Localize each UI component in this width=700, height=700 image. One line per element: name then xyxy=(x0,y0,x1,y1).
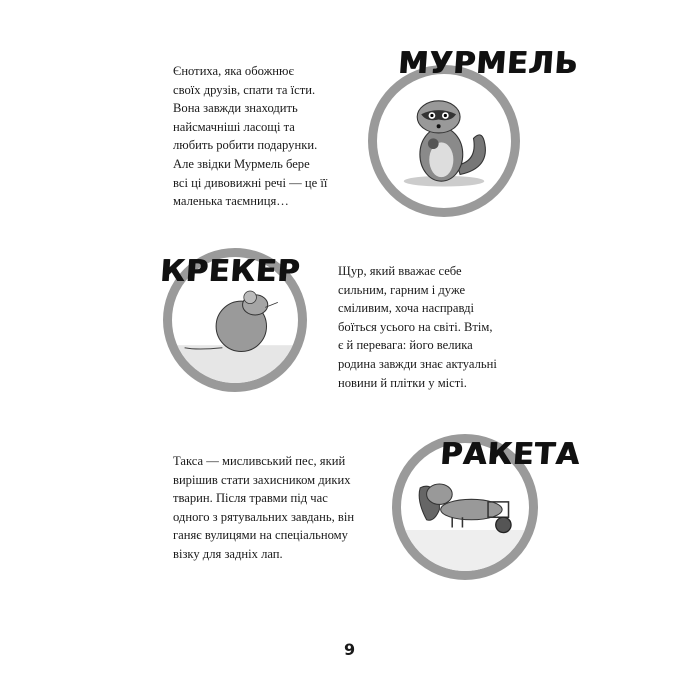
text-line: новини й плітки у місті. xyxy=(338,375,467,390)
raketa-name-title: РАКЕТА xyxy=(438,437,582,472)
text-line: ганяє вулицями на спеціальному xyxy=(173,528,348,543)
text-line: Вона завжди знаходить xyxy=(173,101,298,116)
text-line: любить робити подарунки. xyxy=(173,138,318,153)
murmel-description xyxy=(173,62,327,211)
murmel-name-title: МУРМЕЛЬ xyxy=(396,46,580,81)
text-line: своїх друзів, спати та їсти. xyxy=(173,82,316,97)
text-line: тварин. Після травми під час xyxy=(173,491,328,506)
text-line: сміливим, хоча насправді xyxy=(338,301,474,316)
text-line: всі ці дивовижні речі — це її xyxy=(173,175,328,190)
raketa-description xyxy=(173,452,354,564)
page-number: 9 xyxy=(344,640,356,659)
kreker-name-title: КРЕКЕР xyxy=(158,254,302,289)
text-line: найсмачніші ласощі та xyxy=(173,119,295,134)
text-line: сильним, гарним і дуже xyxy=(338,282,466,297)
raccoon-illustration xyxy=(377,74,511,208)
text-line: Щур, який вважає себе xyxy=(338,264,462,278)
text-line: боїться усього на світі. Втім, xyxy=(338,319,493,334)
text-line: візку для задніх лап. xyxy=(173,546,283,561)
text-line: Але звідки Мурмель бере xyxy=(173,156,310,171)
text-line: є й перевага: його велика xyxy=(338,338,473,353)
text-line: Такса — мисливський пес, який xyxy=(173,454,346,468)
text-line: маленька таємниця… xyxy=(173,194,289,209)
text-line: одного з рятувальних завдань, він xyxy=(173,509,355,524)
murmel-portrait-ring xyxy=(368,65,520,217)
text-line: вирішив стати захисником диких xyxy=(173,472,351,487)
kreker-description xyxy=(338,262,497,392)
text-line: Єнотиха, яка обожнює xyxy=(173,64,294,78)
text-line: родина завжди знає актуальні xyxy=(338,356,497,371)
